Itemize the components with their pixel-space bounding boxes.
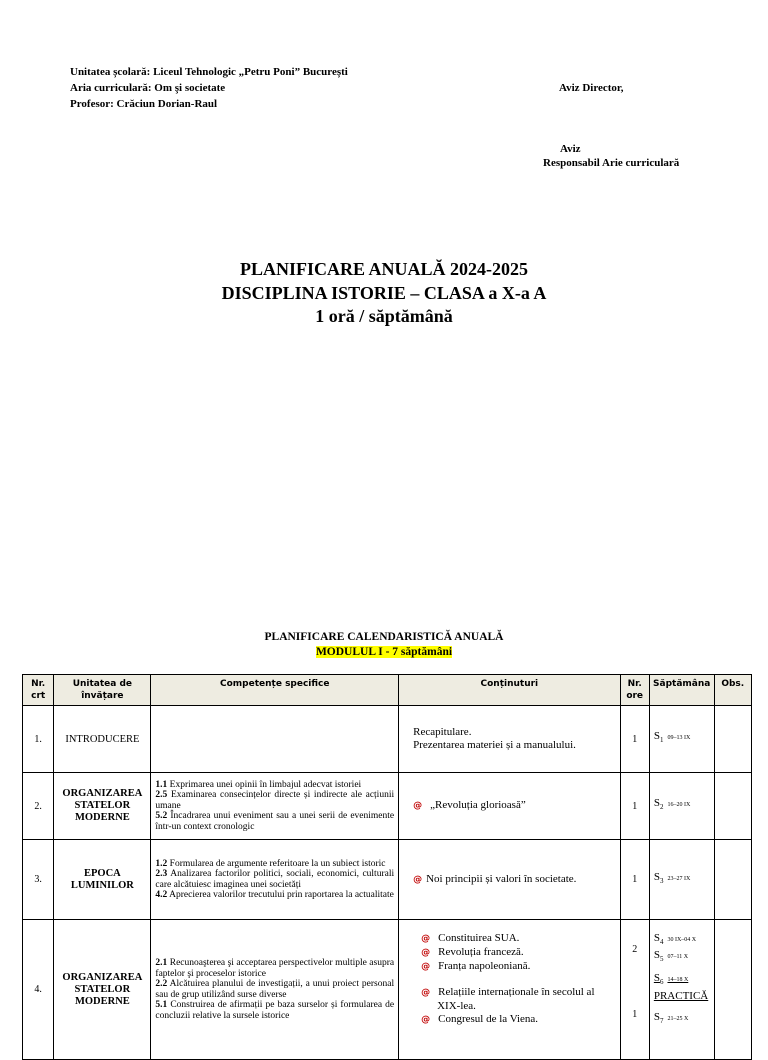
content-item: Revoluția franceză. — [438, 946, 524, 958]
row-ore: 1 — [620, 706, 649, 773]
col-obs: Obs. — [714, 675, 751, 706]
table-row — [23, 706, 752, 773]
row-cont — [399, 840, 620, 920]
row-ore: 2 1 — [620, 920, 649, 1060]
row-unit: ORGANIZAREA STATELOR MODERNE — [54, 920, 151, 1060]
col-cont: Conținuturi — [399, 675, 620, 706]
teacher-line: Profesor: Crăciun Dorian-Raul — [70, 98, 218, 110]
bullet-icon: @ — [413, 874, 423, 885]
bullet-icon: @ — [421, 988, 431, 998]
director-approval: Aviz Director, — [559, 82, 624, 94]
aviz-label: Aviz — [560, 143, 581, 155]
row-ore: 1 — [620, 773, 649, 840]
table-row — [23, 773, 752, 840]
table-row — [23, 840, 752, 920]
row-cont — [399, 706, 620, 773]
row-unit: INTRODUCERE — [54, 706, 151, 773]
row-ore: 1 — [620, 840, 649, 920]
col-unit: Unitatea de învățare — [54, 675, 151, 706]
bullet-icon: @ — [413, 801, 423, 811]
row-cont — [399, 920, 620, 1060]
content-item: Franța napoleoniană. — [438, 960, 531, 972]
responsabil-label: Responsabil Arie curriculară — [543, 157, 680, 169]
bullet-icon: @ — [421, 1015, 431, 1025]
table-row — [23, 920, 752, 1060]
row-obs — [714, 706, 751, 773]
row-week: $S_1$ 09–13 IX — [649, 706, 714, 773]
content-item: Prezentarea materiei și a manualului. — [413, 739, 576, 751]
row-week: $S_3$ 23–27 IX — [649, 840, 714, 920]
bullet-icon: @ — [421, 948, 431, 958]
row-obs — [714, 920, 751, 1060]
module-heading-wrap — [0, 646, 768, 658]
row-comp: 2.1 Recunoaşterea şi acceptarea perspectivelor multiple asupra faptelor şi proceselor istorice 2.2 Alcătuirea planului de investigații, a unui proiect personal sau de grup utilizând surse diverse 5.1 Construirea de afirmații pe baza surselor și formularea de concluzii relative la sursele istorice — [151, 920, 399, 1060]
row-week: $S_2$ 16–20 IX — [649, 773, 714, 840]
row-nr: 4. — [23, 920, 54, 1060]
practica-label: PRACTICĂ — [653, 989, 709, 1002]
calendar-heading: PLANIFICARE CALENDARISTICĂ ANUALĂ — [264, 631, 504, 643]
content-item: Constituirea SUA. — [438, 932, 520, 944]
row-nr: 3. — [23, 840, 54, 920]
page-hours: 1 oră / săptămână — [315, 306, 453, 326]
row-nr: 1. — [23, 706, 54, 773]
content-item: Relațiile internaționale în secolul al XIX-lea. — [437, 986, 595, 1012]
area-line: Aria curriculară: Om şi societate — [70, 82, 226, 94]
row-unit: EPOCA LUMINILOR — [54, 840, 151, 920]
content-item: „Revoluția glorioasă” — [430, 799, 526, 811]
row-unit: ORGANIZAREA STATELOR MODERNE — [54, 773, 151, 840]
content-item: Recapitulare. — [413, 726, 472, 738]
row-nr: 2. — [23, 773, 54, 840]
bullet-icon: @ — [421, 962, 431, 972]
page-title: PLANIFICARE ANUALĂ 2024-2025 — [239, 259, 528, 279]
table-header-row — [23, 675, 752, 706]
bullet-icon: @ — [421, 934, 431, 944]
row-comp: 1.1 Exprimarea unei opinii în limbajul adecvat istoriei 2.5 Examinarea consecințelor directe și indirecte ale acțiunii umane 5.2 Încadrarea unui eveniment sau a unei serii de evenimente într-un context cronologic — [151, 773, 399, 840]
row-cont — [399, 773, 620, 840]
col-nr: Nr. crt — [23, 675, 54, 706]
col-week: Săptămâna — [649, 675, 714, 706]
row-obs — [714, 773, 751, 840]
col-comp: Competențe specifice — [151, 675, 399, 706]
content-item: Noi principii și valori în societate. — [426, 872, 577, 885]
row-obs — [714, 840, 751, 920]
content-item: Congresul de la Viena. — [438, 1013, 539, 1025]
row-comp — [151, 706, 399, 773]
planning-table — [22, 674, 752, 1060]
row-week: $S_4$ 30 IX–04 X $S_5$ 07–11 X $S_6$ 14–18 X PRACTICĂ $S_7$ 21–25 X — [649, 920, 714, 1060]
col-ore: Nr. ore — [620, 675, 649, 706]
school-line: Unitatea școlară: Liceul Tehnologic „Petru Poni” București — [70, 66, 348, 78]
module-heading: MODULUL I - 7 săptămâni — [315, 646, 453, 658]
row-comp: 1.2 Formularea de argumente referitoare la un subiect istoric 2.3 Analizarea factorilor politici, sociali, economici, culturali care alcătuiesc imaginea unei societăți 4.2 Aprecierea valorilor trecutului prin raportarea la actualitate — [151, 840, 399, 920]
page-subtitle: DISCIPLINA ISTORIE – CLASA a X-a A — [221, 283, 547, 303]
